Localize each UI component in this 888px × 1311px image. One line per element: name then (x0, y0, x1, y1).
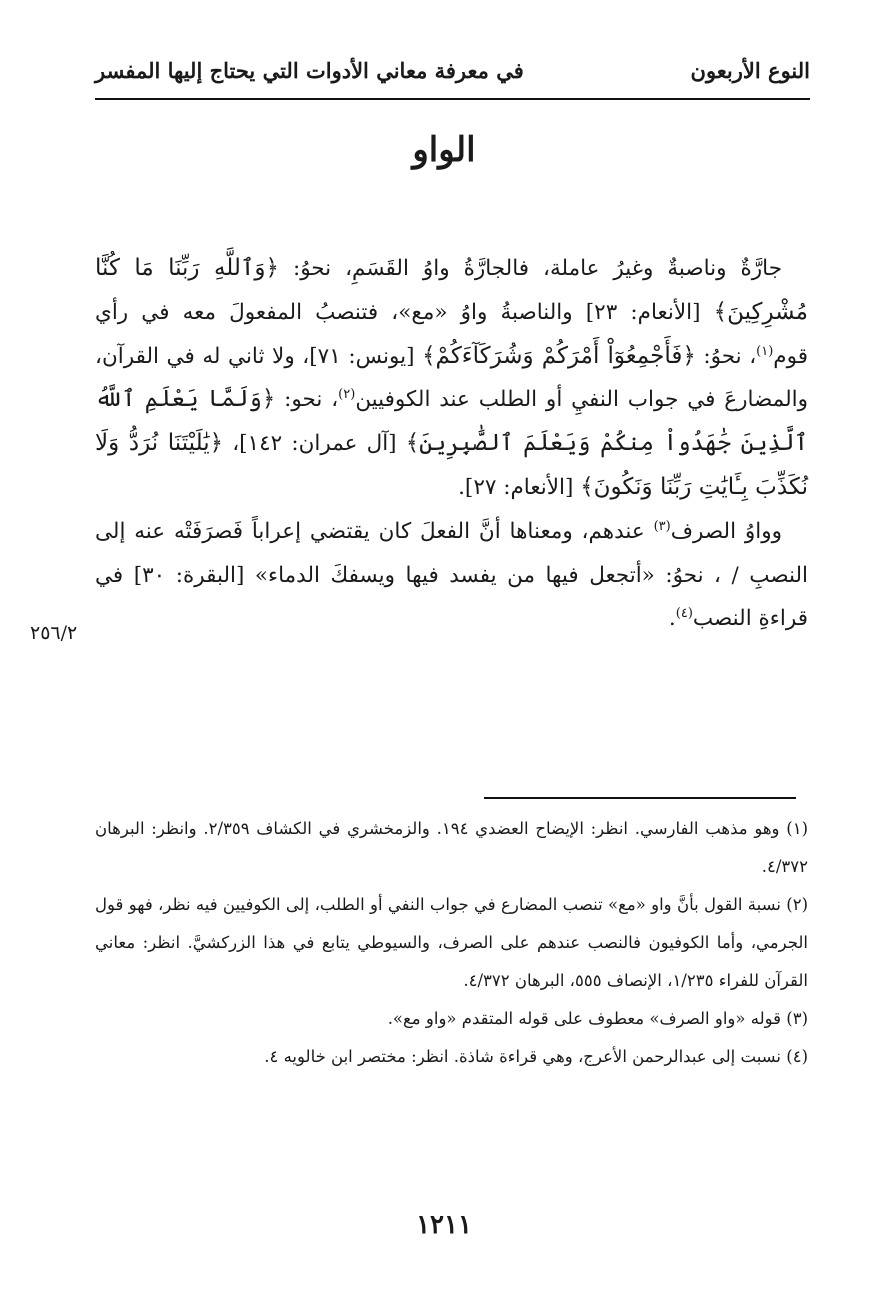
margin-reference: ٢٥٦/٢ (30, 622, 78, 644)
page-number: ١٢١١ (416, 1210, 472, 1240)
footnote-ref[interactable]: (٣) (653, 518, 671, 534)
paragraph-1 (95, 247, 808, 510)
footnote-2: (٢) نسبة القول بأنَّ واو «مع» تنصب المضارع في جواب النفي أو الطلب، إلى الكوفيين فيه نظر، فهو قول الجرمي، وأما الكوفيون فالنصب عندهم على الصرف، والسيوطي يتابع في هذا الزركشيَّ. انظر: معاني القرآن للفراء ١/٢٣٥، الإنصاف ٥٥٥، البرهان ٤/٣٧٢. (95, 895, 808, 990)
text-run: [الأنعام: ٢٣] والناصبةُ واوُ «مع»، فتنصبُ المفعولَ معه في رأي قوم (95, 299, 808, 369)
text-run: ، نحو: (275, 387, 339, 413)
quran-verse: ﴿فَأَجْمِعُوٓاْ أَمْرَكُمْ وَشُرَكَآءَكُمْ﴾ (422, 342, 696, 369)
footnotes (95, 810, 808, 1076)
footnote-1: (١) وهو مذهب الفارسي. انظر: الإيضاح العضدي ١٩٤. والزمخشري في الكشاف ٢/٣٥٩. وانظر: البرهان ٤/٣٧٢. (95, 819, 808, 876)
text-run: [الأنعام: ٢٧]. (458, 474, 581, 500)
text-run: [يونس: ٧١]، ولا ثاني له في القرآن، والمضارعَ في جواب النفيِ أو الطلب عند الكوفيين (95, 343, 808, 413)
footnote-3: (٣) قوله «واو الصرف» معطوف على قوله المتقدم «واو مع». (387, 1009, 808, 1028)
footnote-ref[interactable]: (١) (756, 343, 774, 359)
quran-verse: ﴿يَٰلَيْتَنَا نُرَدُّ وَلَا نُكَذِّبَ بِـَٔايَٰتِ رَبِّنَا وَنَكُونَ﴾ (95, 430, 808, 500)
quran-verse: ﴿وَلَمَّا يَعْلَمِ ٱللَّهُ ٱلَّذِينَ جَٰهَدُواْ مِنكُمْ وَيَعْلَمَ ٱلصَّٰبِرِينَ﴾ (95, 386, 808, 457)
main-text (95, 247, 808, 641)
footnote-divider (484, 797, 796, 799)
text-run: ، نحوُ: (695, 343, 757, 369)
text-run: وواوُ الصرف (670, 518, 782, 544)
text-run: [آل عمران: ١٤٢]، (223, 431, 406, 457)
footnote-4: (٤) نسبت إلى عبدالرحمن الأعرج، وهي قراءة شاذة. انظر: مختصر ابن خالويه ٤. (264, 1047, 808, 1066)
running-header (95, 58, 810, 100)
footnote-ref[interactable]: (٤) (675, 606, 693, 622)
section-title: الواو (412, 130, 476, 170)
text-run: عندهم، ومعناها أنَّ الفعلَ كان يقتضي إعراباً فَصرَفَتْه عنه إلى النصبِ / ، نحوُ: «أتجعل فيها من يفسد فيها ويسفكَ الدماء» [البقرة: ٣٠] في قراءةِ النصب (95, 518, 809, 632)
header-topic: في معرفة معاني الأدوات التي يحتاج إليها المفسر (95, 58, 524, 83)
text-run: . (668, 606, 676, 632)
footnote-ref[interactable]: (٢) (338, 387, 356, 403)
text-run: جارَّةٌ وناصبةٌ وغيرُ عاملة، فالجارَّةُ واوُ القَسَمِ، نحوُ: (279, 256, 782, 281)
paragraph-2 (95, 510, 808, 641)
header-chapter: النوع الأربعون (690, 58, 810, 83)
quran-verse: ﴿وَٱللَّهِ رَبِّنَا مَا كُنَّا مُشْرِكِينَ﴾ (95, 255, 808, 325)
